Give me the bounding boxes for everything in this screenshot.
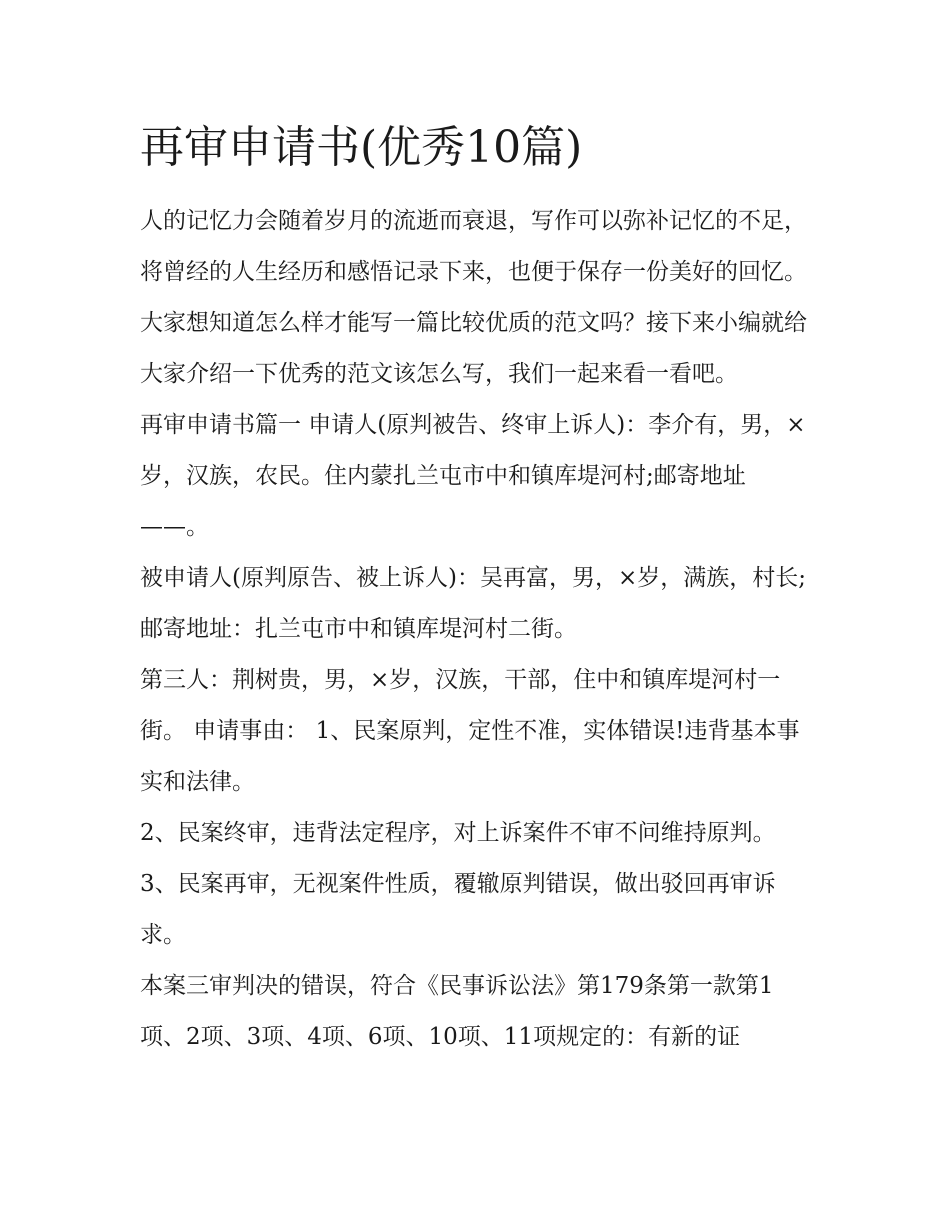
paragraph-reasons: 2、民案终审，违背法定程序，对上诉案件不审不问维持原判。 3、民案再审，无视案件性质，覆辙原判错误，做出驳回再审诉求。 xyxy=(140,820,776,948)
document-title: 再审申请书(优秀10篇) xyxy=(140,122,583,173)
paragraph-legal-basis: 本案三审判决的错误，符合《民事诉讼法》第179条第一款第1项、2项、3项、4项、6项、10项、11项规定的：有新的证 xyxy=(140,973,774,1050)
document-page xyxy=(140,118,812,1063)
paragraph-applicant: 再审申请书篇一 申请人(原判被告、终审上诉人)：李介有，男，×岁，汉族，农民。住内蒙扎兰屯市中和镇库堤河村;邮寄地址——。 xyxy=(140,412,806,540)
paragraph-respondent: 被申请人(原判原告、被上诉人)：吴再富，男，×岁，满族，村长;邮寄地址：扎兰屯市中和镇库堤河村二街。 xyxy=(140,565,806,642)
paragraph-third-party: 第三人：荆树贵，男，×岁，汉族，干部，住中和镇库堤河村一街。 申请事由： 1、民案原判，定性不准，实体错误!违背基本事实和法律。 xyxy=(140,667,800,795)
paragraph-intro: 人的记忆力会随着岁月的流逝而衰退，写作可以弥补记忆的不足，将曾经的人生经历和感悟记录下来，也便于保存一份美好的回忆。大家想知道怎么样才能写一篇比较优质的范文吗？接下来小编就给大家介绍一下优秀的范文该怎么写，我们一起来看一看吧。 xyxy=(140,208,807,387)
